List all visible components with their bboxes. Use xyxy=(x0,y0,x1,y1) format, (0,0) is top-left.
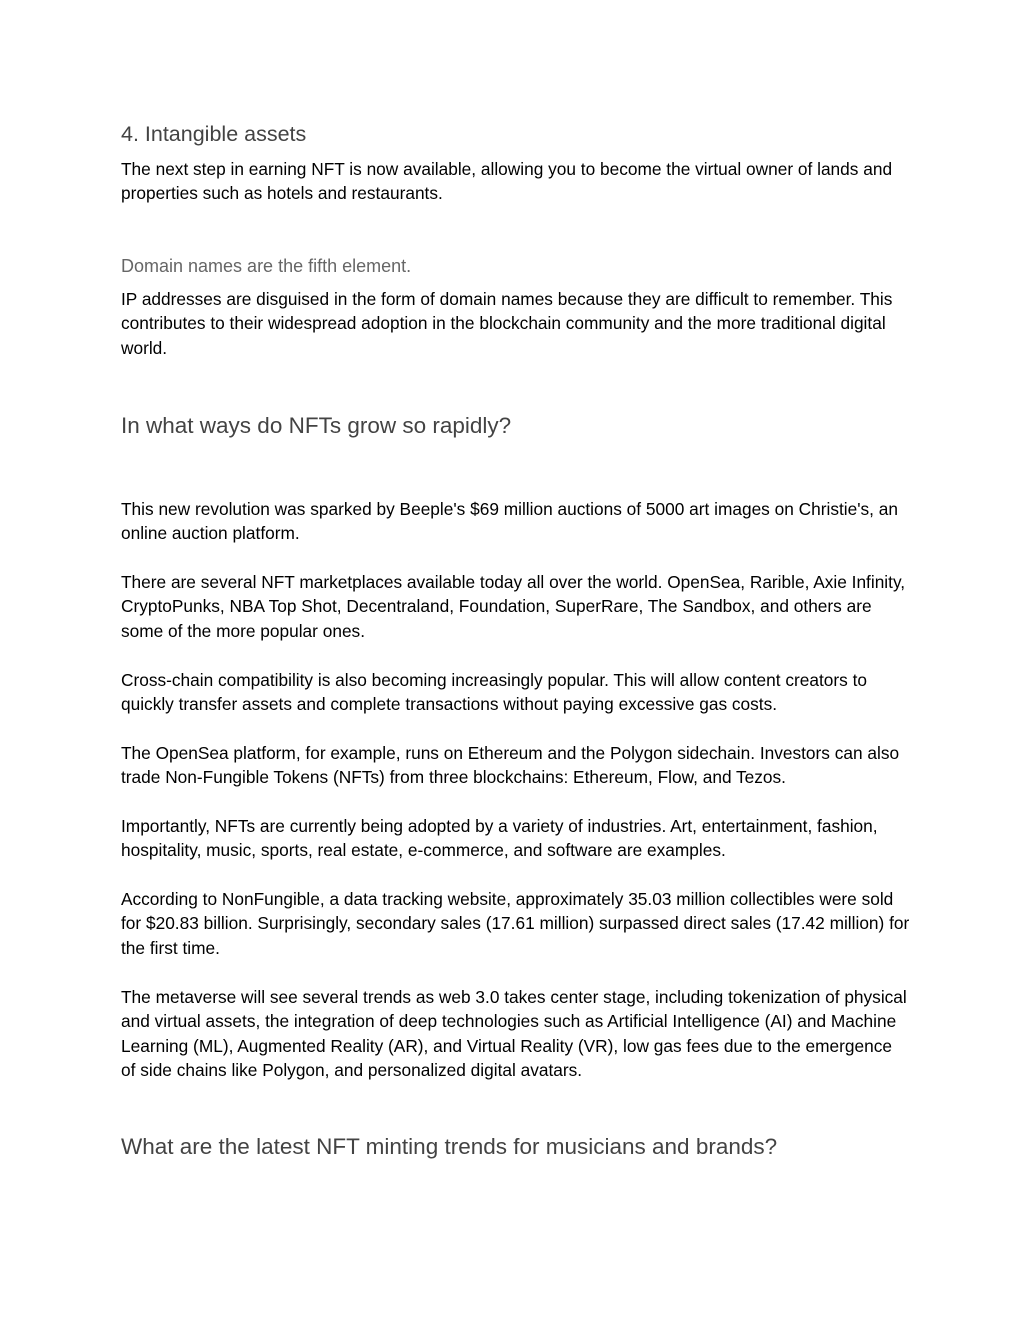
paragraph-opensea: The OpenSea platform, for example, runs on Ethereum and the Polygon sidechain. Investors can also trade Non-Fungible Tokens (NFTs) from three blockchains: Ethereum, Flow, and Tezos. xyxy=(121,743,900,788)
paragraph-beeple: This new revolution was sparked by Beeple's $69 million auctions of 5000 art images on Christie's, an online auction platform. xyxy=(121,499,898,544)
heading-minting-trends: What are the latest NFT minting trends for musicians and brands? xyxy=(121,1134,778,1159)
paragraph-nonfungible-stats: According to NonFungible, a data tracking website, approximately 35.03 million collectibles were sold for $20.83 billion. Surprisingly, secondary sales (17.61 million) surpassed direct sales (17.42 million) for the first time. xyxy=(121,889,910,958)
paragraph-metaverse-trends: The metaverse will see several trends as web 3.0 takes center stage, including tokenization of physical and virtual assets, the integration of deep technologies such as Artificial Intelligence (AI) and Machine Learning (ML), Augmented Reality (AR), and Virtual Reality (VR), low gas fees due to the emergence of side chains like Polygon, and personalized digital avatars. xyxy=(121,987,907,1081)
paragraph-industries: Importantly, NFTs are currently being adopted by a variety of industries. Art, entertainment, fashion, hospitality, music, sports, real estate, e-commerce, and software are examples. xyxy=(121,816,878,861)
heading-intangible-assets: 4. Intangible assets xyxy=(121,122,307,146)
paragraph-intangible-assets: The next step in earning NFT is now available, allowing you to become the virtual owner of lands and properties such as hotels and restaurants. xyxy=(121,159,893,204)
heading-nft-growth: In what ways do NFTs grow so rapidly? xyxy=(121,413,512,438)
paragraph-cross-chain: Cross-chain compatibility is also becoming increasingly popular. This will allow content creators to quickly transfer assets and complete transactions without paying excessive gas costs. xyxy=(121,670,867,715)
paragraph-domain-names: IP addresses are disguised in the form of domain names because they are difficult to remember. This contributes to their widespread adoption in the blockchain community and the more traditional digital world. xyxy=(121,289,893,358)
paragraph-marketplaces: There are several NFT marketplaces available today all over the world. OpenSea, Rarible, Axie Infinity, CryptoPunks, NBA Top Shot, Decentraland, Foundation, SuperRare, The Sandbox, and others are some of the more popular ones. xyxy=(121,572,906,641)
heading-domain-names: Domain names are the fifth element. xyxy=(121,256,412,276)
